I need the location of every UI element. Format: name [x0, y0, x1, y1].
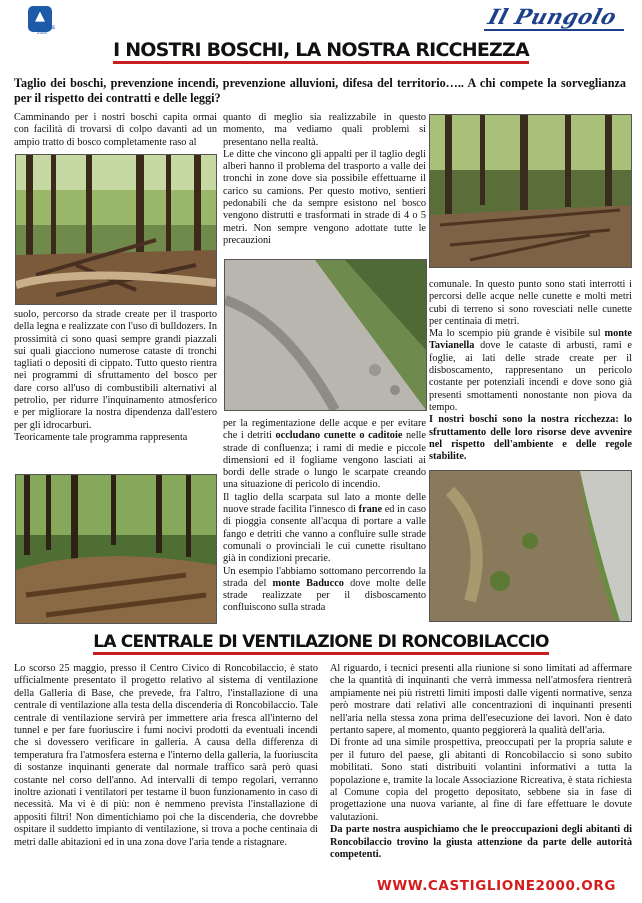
col2-mid2-a: Il taglio della scarpata sul lato a monte delle nuove strade facilita l'innesco di	[223, 491, 426, 516]
column-2-top	[223, 112, 426, 254]
col2-mid2-c: ed in caso di pioggia consente all'acqua di portare a valle fango e detriti che vanno a confluire sulle strade comunali o provinciali le cui cunette risultano già in condizioni precarie.	[223, 504, 426, 565]
col3-b1: Ma lo scempio più grande è visibile sul	[429, 328, 605, 340]
photo-logged-forest	[15, 154, 217, 305]
col2-mid-b: occludano cunette o caditoie	[275, 430, 403, 442]
col2-top2-text: Le ditte che vincono gli appalti per il taglio degli alberi hanno il problema del trasporto a valle dei tronchi in zone dove sia possibile effettuarne il carico su camions. Per questo motivo, sentieri pedonabili che da sempre esistono nel bosco vengono distrutti e trasformati in strade di 4 o 5 metri. Non sempre vengono adottate tutte le precauzioni	[223, 148, 426, 246]
col3-c-text	[429, 414, 632, 463]
col2-mid3-para	[223, 566, 426, 615]
article-2-right-a: Al riguardo, i tecnici presenti alla riunione si sono limitati ad affermare che la quantità di inquinanti che verrà immessa nell'atmosfera rientrerà ampiamente nei più ristretti limiti imposti dalle vigenti normative, senza però mostrare dati relativi alle concentrazioni di inquinanti presenti nell'aria nella stessa zona prima dell'esecuzione dei lavori. Non è dato pertanto sapere, al momento, quanto peggiorerà la qualità dell'aria.	[330, 663, 632, 737]
article-title-text: I NOSTRI BOSCHI, LA NOSTRA RICCHEZZA	[113, 41, 529, 64]
col3-b-para	[429, 328, 632, 414]
col2-top-text: quanto di meglio sia realizzabile in questo momento, ma vediamo quali problemi si presentano nella realtà.	[223, 112, 426, 148]
website-link[interactable]: WWW.CASTIGLIONE2000.ORG	[376, 878, 616, 894]
photo-debris-forest	[429, 114, 632, 268]
col2-mid2-b: frane	[358, 504, 383, 516]
column-1-mid	[14, 309, 217, 445]
article-2-title	[0, 632, 642, 655]
article-2-right-c-para	[330, 824, 632, 861]
col3-a-text: comunale. In questo punto sono stati interrotti i percorsi delle acque nelle cunette e molti metri cubi di terreno si sono rovesciati nelle cunette per centinaia di metri.	[429, 279, 632, 327]
column-2-mid	[223, 418, 426, 628]
column-3-text	[429, 279, 632, 465]
castiglione2000-logo: ▲	[28, 6, 52, 32]
col1-mid2-text: Teoricamente tale programma rappresenta	[14, 431, 188, 443]
col3-c-bold: I nostri boschi sono la nostra ricchezza: lo sfruttamento delle loro risorse deve avvenire nel rispetto dell'ambiente e delle regole stabilite.	[429, 414, 632, 463]
article-2-left-column	[14, 663, 318, 849]
masthead-underline	[484, 29, 624, 31]
col2-mid-para	[223, 418, 426, 492]
article-title	[0, 39, 642, 64]
article-2-right-c: Da parte nostra auspichiamo che le preoccupazioni degli abitanti di Roncobilaccio trovino la giusta attenzione da parte delle autorità competenti.	[330, 824, 632, 861]
article-2-title-text: LA CENTRALE DI VENTILAZIONE DI RONCOBILACCIO	[93, 634, 548, 655]
photo-eroded-path	[224, 259, 427, 411]
article-lead: Taglio dei boschi, prevenzione incendi, prevenzione alluvioni, difesa del territorio….. A chi compete la sorveglianza per il rispetto dei contratti e delle leggi?	[14, 76, 626, 105]
photo-road-landslide	[429, 470, 632, 622]
photo-cleared-slope	[15, 474, 217, 624]
col2-mid2-para	[223, 492, 426, 566]
col2-mid3-c: dove molte delle strade realizzate per il disboscamento confluiscono sulla strada	[223, 577, 426, 614]
col1-mid-text: suolo, percorso da strade create per il trasporto della legna e realizzate con l'uso di bulldozers. In prossimità ci sono quasi sempre grandi piazzali sui quali giacciono numerose cataste di tronchi tagliati o depositi di cippato. Tutto questo rientra nei programmi di sfruttamento del bosco per dare corso all'uso di combustibili alternativi al petrolio, per ridurre l'inquinamento atmosferico e per migliorare la nostra dipendenza dall'estero per gli idrocarburi.	[14, 309, 217, 431]
col2-mid3-b: monte Baducco	[272, 577, 344, 589]
col2-mid3-a: Un esempio l'abbiamo sottomano percorrendo la strada del	[223, 565, 426, 589]
col2-mid-a: per la regimentazione delle acque e per evitare che i detriti	[223, 418, 426, 442]
article-2-right-column	[330, 663, 632, 862]
logo-label: CASTIGLIONE 2000	[28, 25, 56, 35]
article-2-right-b: Di fronte ad una simile prospettiva, preoccupati per la propria salute e per il futuro del paese, gli abitanti di Roncobilaccio si sono subito mobilitati. Sono stati distribuiti volantini informativi a tutta la popolazione e, tramite la locale Associazione Ricreativa, è stata richiesta al Comune copia del progetto depositato, sebbene sia in fase di progettazione una nuova variante, al fine di fare effettuare le dovute valutazioni.	[330, 737, 632, 823]
col3-b3: dove le cataste di arbusti, rami e foglie, ai lati delle strade create per il disboscamento, rappresentano un pericolo costante per potenziali incendi e dove sono già presenti smottamenti nonostante non piova da tempo.	[429, 340, 632, 413]
col2-mid-c: nelle strade di confluenza; i rami di medie e piccole dimensioni ed il fogliame vengono lasciati ai bordi delle strade o lungo le scarpate creando una situazione di pericolo di incendio.	[223, 430, 426, 491]
col3-b2: monte Tavianella	[429, 328, 632, 352]
masthead-title: Il Pungolo	[485, 4, 620, 29]
column-1-top	[14, 112, 217, 150]
col1-top-text: Camminando per i nostri boschi capita ormai con facilità di trovarsi di colpo davanti ad un ampio tratto di bosco completamente raso al	[14, 112, 217, 148]
article-2-left-text: Lo scorso 25 maggio, presso il Centro Civico di Roncobilaccio, è stato ufficialmente presentato il progetto relativo al sistema di ventilazione della Galleria di Base, che prevede, fra l'altro, l'installazione di una centrale di ventilazione alla testa della discenderia di Roncobilaccio. Tale centrale di ventilazione servirà per immettere aria fresca all'interno del tunnel e per fare fuoriuscire i fumi nocivi prodotti da eventuali incendi che si dovessero verificare in galleria. A causa della differenza di temperatura fra l'atmosfera esterna e l'interno della galleria, la fuoriuscita di sostanze inquinanti generate dal normale traffico sarà però quasi costante nel corso dell'anno. Ad intervalli di tempo regolari, verranno inoltre azionati i ventilatori per testarne il buon funzionamento in caso di necessità. Ma vi è di più: non è nemmeno prevista l'installazione di appositi filtri! Non dimentichiamo poi che la discenderia, che dovrebbe ospitare il suddetto impianto di ventilazione, si trova a poche centinaia di metri dalle abitazioni ed in una zona dove l'aria tende a ristagnare.	[14, 663, 318, 848]
